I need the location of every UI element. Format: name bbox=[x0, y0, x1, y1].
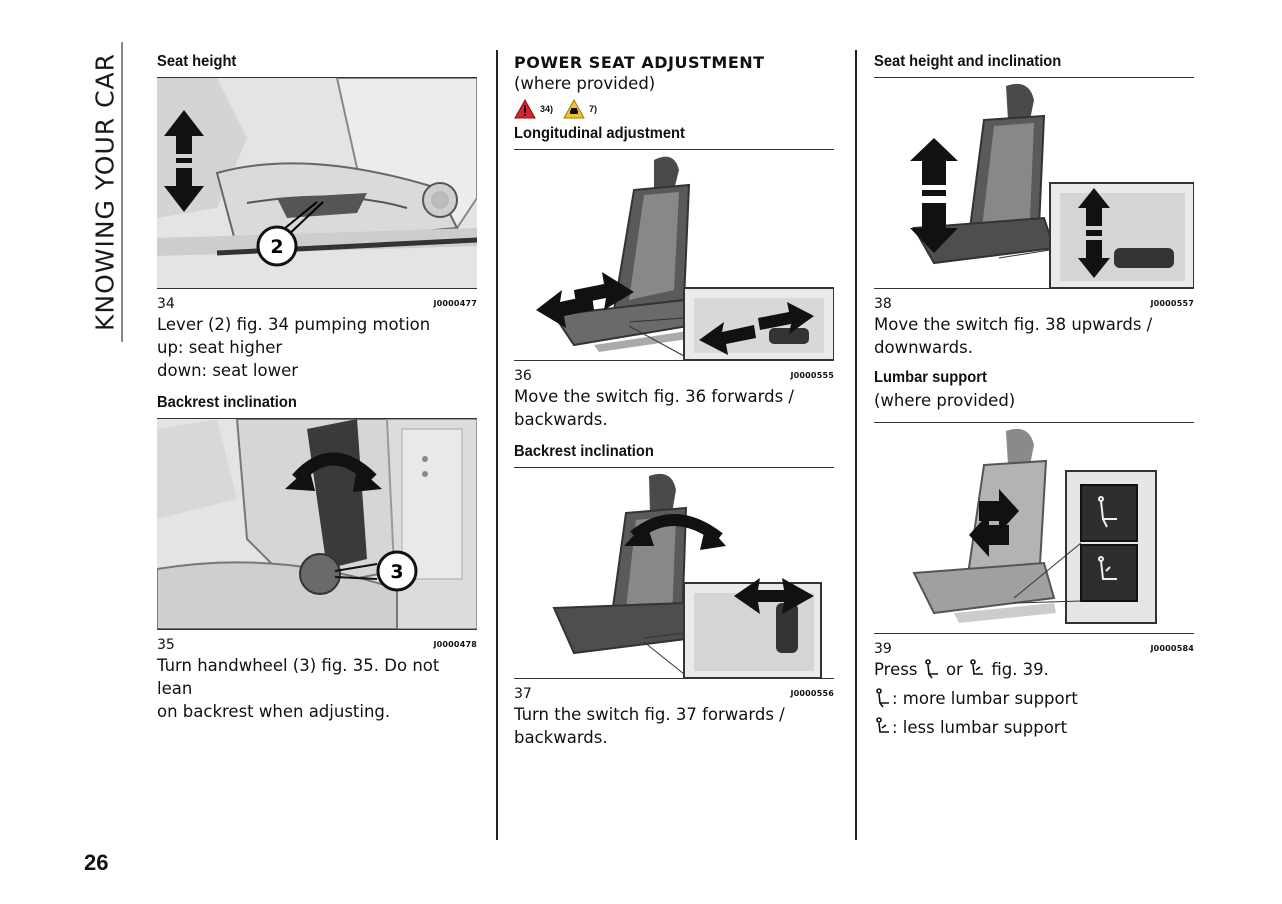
text-line: Move the switch fig. 38 upwards / bbox=[874, 315, 1153, 334]
section-title-text: KNOWING YOUR CAR bbox=[90, 52, 120, 332]
figure-38-code: J0000557 bbox=[1150, 299, 1194, 308]
warning-ref-2: 7) bbox=[589, 104, 598, 114]
figure-37 bbox=[514, 467, 834, 679]
column-1 bbox=[157, 50, 477, 723]
column-2 bbox=[514, 50, 834, 749]
power-seat-subheading: (where provided) bbox=[514, 74, 656, 93]
callout-3: 3 bbox=[390, 561, 404, 583]
text-line: backwards. bbox=[514, 410, 608, 429]
longitudinal-heading: Longitudinal adjustment bbox=[514, 125, 685, 142]
column-divider-2 bbox=[855, 50, 857, 840]
press-text: Press bbox=[874, 660, 918, 679]
power-backrest-heading: Backrest inclination bbox=[514, 443, 654, 460]
figure-38 bbox=[874, 77, 1194, 289]
column-3 bbox=[874, 50, 1194, 739]
lumbar-less-icon bbox=[968, 659, 986, 679]
height-inclination-instructions bbox=[874, 313, 1194, 359]
figure-34-number: 34 bbox=[157, 296, 175, 312]
or-text: or bbox=[945, 660, 963, 679]
warning-triangle-icon bbox=[514, 99, 536, 119]
figure-36-code: J0000555 bbox=[790, 371, 834, 380]
figure-39 bbox=[874, 422, 1194, 634]
lumbar-switch-illustration bbox=[874, 423, 1194, 633]
lumbar-more-icon bbox=[874, 688, 892, 708]
power-backrest-instructions bbox=[514, 703, 834, 749]
seat-height-heading: Seat height bbox=[157, 53, 237, 70]
press-line bbox=[874, 658, 1194, 681]
text-line: downwards. bbox=[874, 338, 973, 357]
column-divider-1 bbox=[496, 50, 498, 840]
text-line: on backrest when adjusting. bbox=[157, 702, 391, 721]
longitudinal-instructions bbox=[514, 385, 834, 431]
section-title bbox=[86, 42, 124, 342]
lumbar-less-icon bbox=[874, 717, 892, 737]
backrest-instructions bbox=[157, 654, 477, 723]
text-line: up: seat higher bbox=[157, 338, 283, 357]
warning-references bbox=[514, 97, 834, 121]
lumbar-less-text: : less lumbar support bbox=[892, 718, 1068, 737]
callout-2: 2 bbox=[270, 236, 284, 258]
figure-36 bbox=[514, 149, 834, 361]
figure-35 bbox=[157, 418, 477, 630]
backrest-heading: Backrest inclination bbox=[157, 394, 297, 411]
section-divider bbox=[121, 42, 123, 342]
figure-34 bbox=[157, 77, 477, 289]
power-seat-heading: POWER SEAT ADJUSTMENT bbox=[514, 53, 765, 72]
lumbar-more-icon bbox=[923, 659, 941, 679]
figure-39-number: 39 bbox=[874, 641, 892, 657]
figure-37-number: 37 bbox=[514, 686, 532, 702]
longitudinal-switch-illustration bbox=[514, 150, 834, 360]
fig-ref-text: fig. 39. bbox=[991, 660, 1049, 679]
figure-37-code: J0000556 bbox=[790, 689, 834, 698]
height-switch-illustration bbox=[874, 78, 1194, 288]
figure-38-caption bbox=[874, 297, 1194, 311]
figure-35-caption bbox=[157, 638, 477, 652]
figure-38-number: 38 bbox=[874, 296, 892, 312]
height-inclination-heading: Seat height and inclination bbox=[874, 53, 1062, 70]
seat-height-instructions bbox=[157, 313, 477, 382]
backrest-handwheel-illustration bbox=[157, 419, 477, 629]
figure-36-number: 36 bbox=[514, 368, 532, 384]
lumbar-more-line bbox=[874, 687, 1194, 710]
seat-lever-illustration bbox=[157, 78, 477, 288]
lumbar-subheading: (where provided) bbox=[874, 391, 1016, 410]
figure-34-caption bbox=[157, 297, 477, 311]
figure-39-caption bbox=[874, 642, 1194, 656]
figure-35-code: J0000478 bbox=[433, 640, 477, 649]
text-line: Turn handwheel (3) fig. 35. Do not lean bbox=[157, 656, 440, 698]
backrest-switch-illustration bbox=[514, 468, 834, 678]
text-line: Lever (2) fig. 34 pumping motion bbox=[157, 315, 431, 334]
warning-ref-1: 34) bbox=[540, 104, 554, 114]
figure-34-code: J0000477 bbox=[433, 299, 477, 308]
figure-35-number: 35 bbox=[157, 637, 175, 653]
text-line: Turn the switch fig. 37 forwards / bbox=[514, 705, 785, 724]
figure-36-caption bbox=[514, 369, 834, 383]
lumbar-less-line bbox=[874, 716, 1194, 739]
text-line: backwards. bbox=[514, 728, 608, 747]
page-number: 26 bbox=[84, 850, 109, 875]
car-warning-icon bbox=[563, 99, 585, 119]
text-line: down: seat lower bbox=[157, 361, 299, 380]
text-line: Move the switch fig. 36 forwards / bbox=[514, 387, 794, 406]
lumbar-heading: Lumbar support bbox=[874, 369, 987, 386]
figure-37-caption bbox=[514, 687, 834, 701]
lumbar-instructions bbox=[874, 658, 1194, 739]
figure-39-code: J0000584 bbox=[1150, 644, 1194, 653]
lumbar-more-text: : more lumbar support bbox=[892, 689, 1078, 708]
